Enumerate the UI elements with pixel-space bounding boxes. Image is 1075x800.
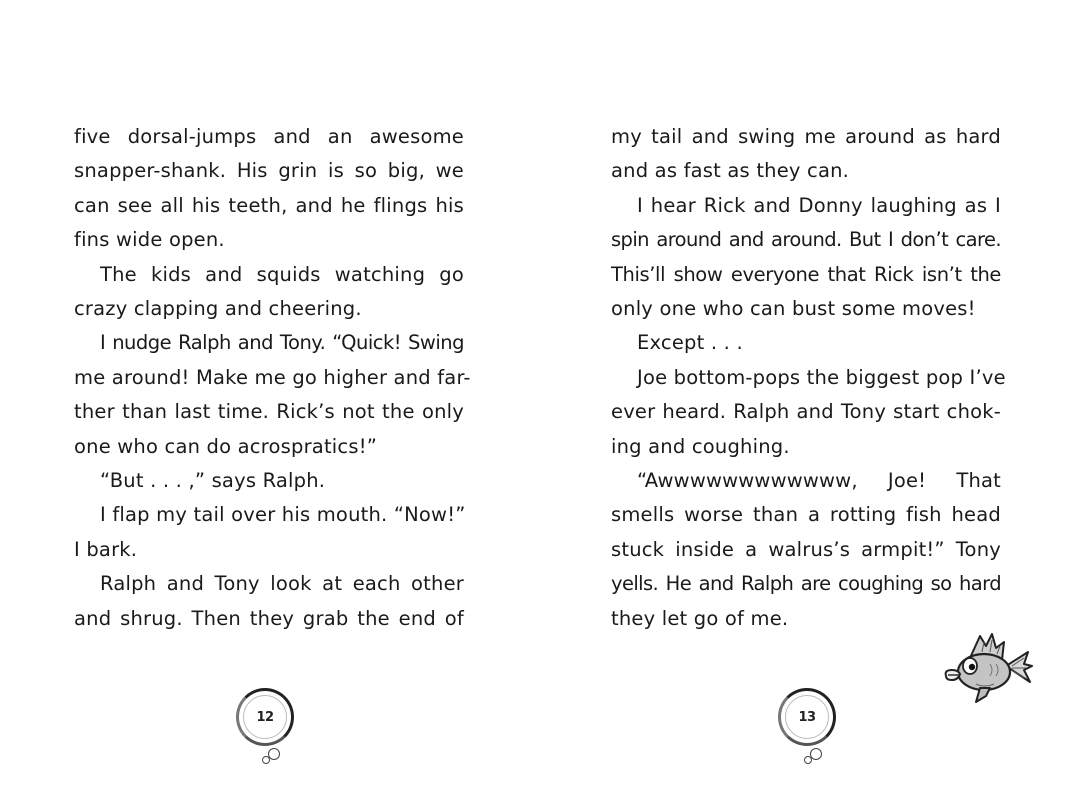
text-line: they let go of me. bbox=[611, 606, 789, 630]
paragraph bbox=[74, 498, 464, 567]
right-page-text bbox=[611, 120, 1006, 636]
page-number: 13 bbox=[798, 709, 816, 725]
paragraph bbox=[74, 567, 464, 636]
paragraph bbox=[611, 326, 1001, 360]
text-line: I nudge Ralph and Tony. “Quick! Swing bbox=[100, 331, 464, 355]
paragraph bbox=[611, 120, 1001, 189]
paragraph bbox=[74, 326, 471, 464]
paragraph bbox=[74, 258, 464, 327]
text-line: This’ll show everyone that Rick isn’t the bbox=[611, 262, 1001, 286]
text-line: my tail and swing me around as hard bbox=[611, 125, 1001, 148]
paragraph bbox=[611, 361, 1006, 464]
text-line: I hear Rick and Donny laughing as I bbox=[637, 193, 1001, 217]
text-line: crazy clapping and cheering. bbox=[74, 297, 362, 321]
text-line: me around! Make me go higher and far- bbox=[74, 365, 471, 389]
text-line: can see all his teeth, and he flings his bbox=[74, 193, 464, 217]
text-line: spin around and around. But I don’t care. bbox=[611, 228, 1001, 252]
small-bubble-icon bbox=[804, 756, 812, 764]
small-bubble-icon bbox=[262, 756, 270, 764]
bubble-icon bbox=[236, 688, 294, 746]
paragraph bbox=[611, 464, 1001, 636]
text-line: and shrug. Then they grab the end of bbox=[74, 606, 464, 630]
text-line: “But . . . ,” says Ralph. bbox=[100, 469, 326, 493]
text-line: yells. He and Ralph are coughing so hard bbox=[611, 572, 1001, 596]
paragraph bbox=[74, 464, 464, 498]
paragraph bbox=[611, 189, 1001, 327]
text-line: I flap my tail over his mouth. “Now!” bbox=[100, 503, 466, 527]
text-line: one who can do acrospratics!” bbox=[74, 434, 378, 458]
text-line: five dorsal-jumps and an awesome bbox=[74, 125, 464, 148]
page-number-badge bbox=[770, 682, 850, 772]
text-line: stuck inside a walrus’s armpit!” Tony bbox=[611, 537, 1001, 561]
text-line: Ralph and Tony look at each other bbox=[100, 572, 464, 596]
text-line: I bark. bbox=[74, 537, 138, 561]
text-line: ther than last time. Rick’s not the only bbox=[74, 400, 464, 424]
left-page bbox=[0, 0, 537, 800]
page-number: 12 bbox=[256, 709, 274, 725]
paragraph bbox=[74, 120, 464, 258]
page-number-badge bbox=[228, 682, 308, 772]
text-line: Except . . . bbox=[637, 331, 743, 355]
text-line: ing and coughing. bbox=[611, 434, 790, 458]
fish-cartoon-icon bbox=[940, 630, 1035, 710]
text-line: snapper-shank. His grin is so big, we bbox=[74, 159, 464, 183]
text-line: “Awwwwwwwwwwww, Joe! That bbox=[637, 469, 1001, 493]
text-line: fins wide open. bbox=[74, 228, 225, 252]
bubble-icon bbox=[778, 688, 836, 746]
text-line: and as fast as they can. bbox=[611, 159, 850, 183]
left-page-text bbox=[74, 120, 471, 636]
text-line: ever heard. Ralph and Tony start chok- bbox=[611, 400, 1001, 424]
text-line: smells worse than a rotting fish head bbox=[611, 503, 1001, 527]
text-line: The kids and squids watching go bbox=[100, 262, 464, 286]
text-line: only one who can bust some moves! bbox=[611, 297, 976, 321]
text-line: Joe bottom-pops the biggest pop I’ve bbox=[637, 365, 1006, 389]
